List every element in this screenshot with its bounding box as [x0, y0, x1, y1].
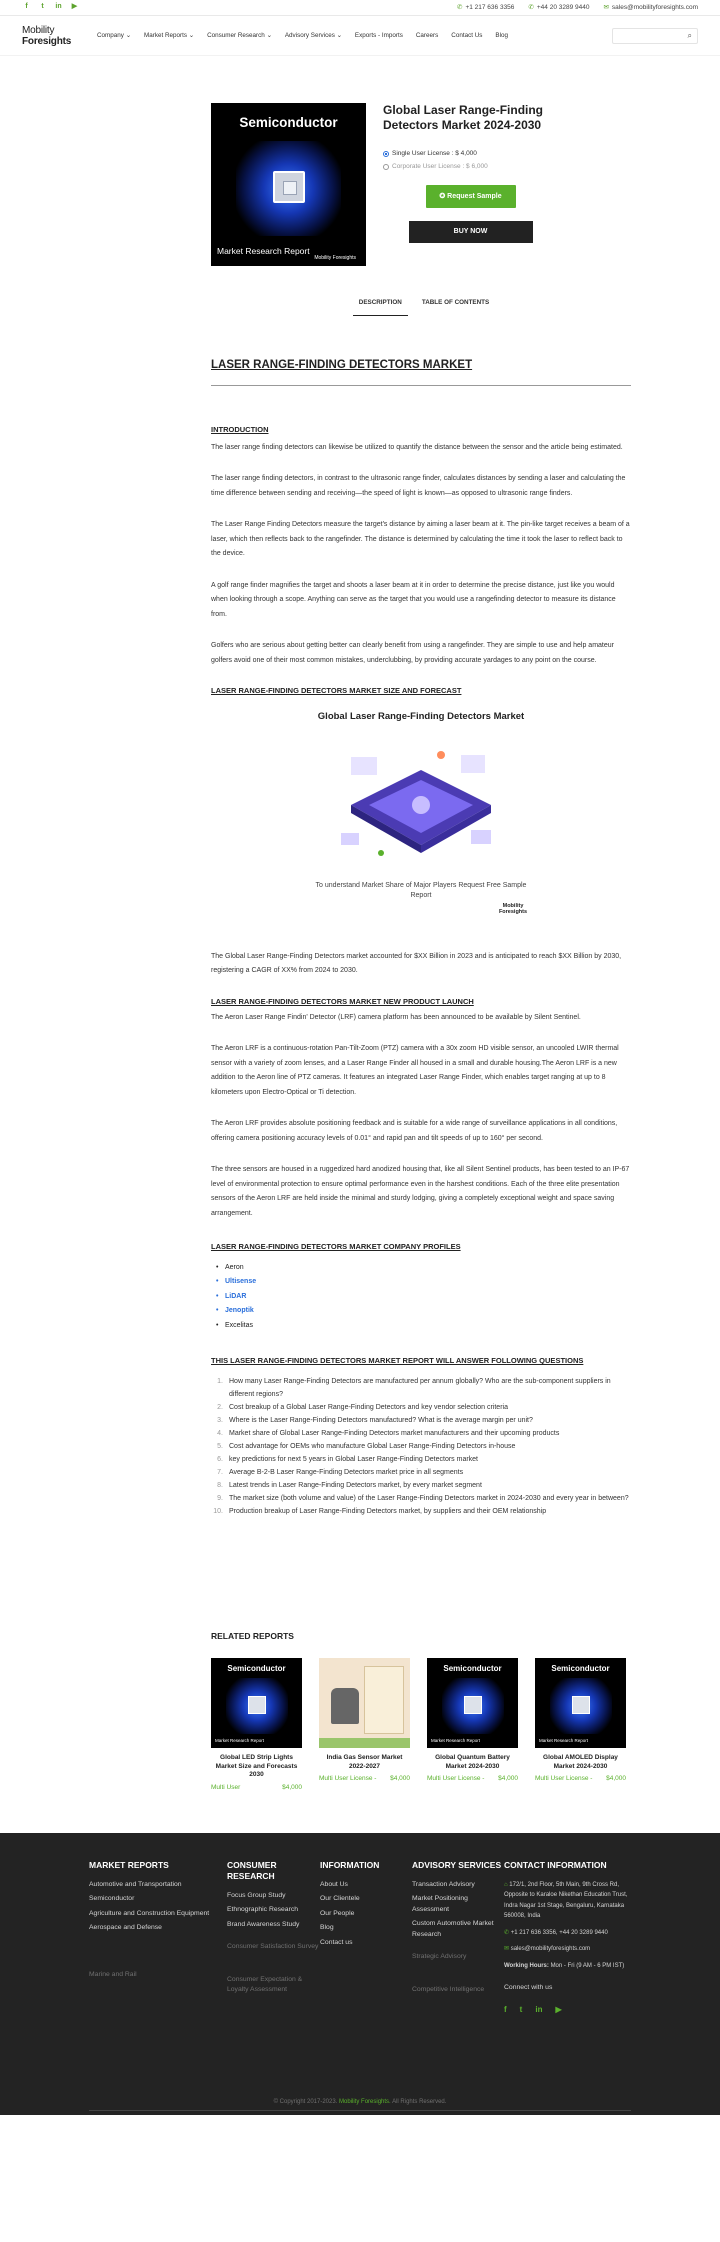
paragraph: The Aeron Laser Range Findin' Detector (LRF) camera platform has been announced to be available by Silent Sentinel. — [211, 1013, 581, 1021]
list-item: 7. Average B-2-B Laser Range-Finding Detectors market price in all segments — [217, 1469, 464, 1477]
company-list — [211, 1261, 631, 1334]
tab-table-of-contents[interactable]: TABLE OF CONTENTS — [421, 299, 490, 306]
footer-hours: Working Hours: Mon - Fri (9 AM - 6 PM IST) — [504, 1962, 625, 1969]
footer-link[interactable]: About Us — [320, 1880, 348, 1888]
license-options — [383, 147, 558, 173]
mail-icon: ✉ — [603, 3, 609, 11]
main-nav — [97, 31, 508, 40]
facebook-icon[interactable]: f — [25, 3, 28, 11]
chip-icon — [572, 1696, 590, 1714]
related-card[interactable]: Semiconductor Market Research Report Global AMOLED Display Market 2024-2030 Multi User License - $4,000 — [535, 1658, 626, 1793]
youtube-icon[interactable]: ▶ — [555, 2004, 562, 2014]
list-item: 6. key predictions for next 5 years in Global Laser Range-Finding Detectors market — [217, 1456, 479, 1464]
paragraph: The laser range finding detectors can likewise be utilized to quantify the distance between the sensor and the article being estimated. — [211, 443, 623, 451]
company-link[interactable]: • Jenoptik — [211, 1304, 631, 1319]
linkedin-icon[interactable]: in — [535, 2004, 543, 2014]
related-reports — [211, 1630, 631, 1792]
youtube-icon[interactable]: ▶ — [71, 3, 78, 11]
location-icon: ⌂ — [504, 1881, 510, 1888]
list-item: 8. Latest trends in Laser Range-Finding Detectors market, by every market segment — [217, 1482, 482, 1490]
content-tabs — [211, 298, 631, 316]
chevron-down-icon: ⌄ — [336, 31, 342, 39]
nav-contact-us[interactable]: Contact Us — [451, 31, 483, 39]
footer-link[interactable]: Brand Awareness Study — [227, 1920, 300, 1928]
buy-now-button[interactable]: BUY NOW — [409, 221, 533, 243]
list-item: 4. Market share of Global Laser Range-Finding Detectors market manufacturers and their upcoming products — [217, 1430, 560, 1438]
footer-market-reports: MARKET REPORTS Automotive and Transportation Semiconductor Agriculture and Construction Equipment Aerospace and Defense Marine and Rail — [89, 1860, 227, 2016]
paragraph: The Laser Range Finding Detectors measure the target's distance by aiming a laser beam at it. The pin-like target receives a beam of a laser, which then reflects back to the rangefinder. The distance is determined by calculating the time it took the laser to reflect back to the device. — [211, 521, 630, 558]
site-footer — [0, 1833, 720, 2115]
market-infographic[interactable]: Global Laser Range-Finding Detectors Market To understand Market Share of Major Players Request Free Sample Report Mobility Foresights — [306, 711, 536, 915]
chevron-down-icon: ⌄ — [125, 31, 131, 39]
related-card[interactable]: India Gas Sensor Market 2022-2027 Multi User License - $4,000 — [319, 1658, 410, 1793]
footer-link[interactable]: Aerospace and Defense — [89, 1924, 162, 1932]
related-cover[interactable] — [319, 1658, 410, 1748]
footer-email[interactable]: ✉ sales@mobilityforesights.com — [504, 1946, 591, 1953]
related-title[interactable]: Global Quantum Battery Market 2024-2030 — [435, 1754, 510, 1770]
nav-blog[interactable]: Blog — [495, 31, 509, 39]
nav-market-reports[interactable]: Market Reports ⌄ — [143, 31, 195, 39]
twitter-icon[interactable]: t — [41, 3, 44, 11]
related-card[interactable]: Semiconductor Market Research Report Global LED Strip Lights Market Size and Forecasts 2030 Multi User $4,000 — [211, 1658, 302, 1793]
footer-social — [504, 2004, 629, 2016]
related-card[interactable]: Semiconductor Market Research Report Global Quantum Battery Market 2024-2030 Multi User License - $4,000 — [427, 1658, 518, 1793]
nav-consumer-research[interactable]: Consumer Research ⌄ — [207, 31, 272, 39]
paragraph: A golf range finder magnifies the target and shoots a laser beam at it in order to determine the precise distance, just like you would when looking through a scope. Anything can serve as the target that you would use a rangefinding detector to measure its distance from. — [211, 581, 616, 618]
company-link[interactable]: • Ultisense — [211, 1275, 631, 1290]
intro-heading: INTRODUCTION — [211, 424, 269, 434]
footer-address: ⌂ 172/1, 2nd Floor, 5th Main, 9th Cross Rd, Opposite to Karaloe Nikethan Education Trust, Indra Nagar 1st Stage, Bengaluru, Karnataka 560008, India — [504, 1881, 628, 1920]
phone-icon: ✆ — [504, 1929, 511, 1936]
footer-link[interactable]: Consumer Expectation & Loyalty Assessment — [227, 1975, 303, 1994]
footer-link[interactable]: Transaction Advisory — [412, 1880, 475, 1888]
footer-link[interactable]: Semiconductor — [89, 1895, 135, 1903]
questions-list — [211, 1375, 631, 1518]
infographic-caption: To understand Market Share of Major Players Request Free Sample Report — [315, 881, 527, 899]
list-item: • Aeron — [211, 1261, 631, 1276]
list-item: 10. Production breakup of Laser Range-Finding Detectors market, by suppliers and their OEM relationship — [213, 1508, 547, 1516]
license-corporate[interactable]: Corporate User License : $ 6,000 — [383, 160, 558, 173]
copyright: © Copyright 2017-2023. Mobility Foresights. All Rights Reserved. — [273, 2098, 447, 2105]
paragraph: The Aeron LRF provides absolute positioning feedback and is suitable for a wide range of surveillance applications in all conditions, offering camera positioning accuracy levels of 0.01° and rapid pan and tilt speeds of up to 160° per second. — [211, 1120, 618, 1142]
footer-link[interactable]: Automotive and Transportation — [89, 1880, 182, 1888]
product-info — [383, 103, 558, 266]
chip-icon — [464, 1696, 482, 1714]
search-icon[interactable]: ⌕ — [687, 30, 692, 40]
connect-label: Connect with us — [504, 1984, 553, 1992]
footer-phone[interactable]: ✆ +1 217 636 3356, +44 20 3289 9440 — [504, 1929, 608, 1936]
radio-icon[interactable] — [383, 151, 389, 157]
footer-consumer-research: CONSUMER RESEARCH Focus Group Study Ethnographic Research Brand Awareness Study Consumer Satisfaction Survey Consumer Expectation & Loyalty Assessment — [227, 1860, 320, 2016]
top-bar — [0, 0, 720, 16]
footer-link[interactable]: Our Clientele — [320, 1895, 360, 1903]
list-item: 9. The market size (both volume and value) of the Laser Range-Finding Detectors market in 2024-2030 and every year in between? — [217, 1495, 629, 1503]
footer-link[interactable]: Blog — [320, 1924, 334, 1932]
footer-link[interactable]: Focus Group Study — [227, 1891, 286, 1899]
company-link[interactable]: • LiDAR — [211, 1290, 631, 1305]
site-header — [0, 16, 720, 56]
chip-icon — [248, 1696, 266, 1714]
footer-link[interactable]: Competitive Intelligence — [412, 1985, 485, 1993]
related-cover[interactable]: Semiconductor Market Research Report — [427, 1658, 518, 1748]
site-logo[interactable]: Mobility Foresights — [22, 24, 72, 47]
nav-company[interactable]: Company ⌄ — [97, 31, 131, 39]
radio-icon[interactable] — [383, 164, 389, 170]
list-item: 2. Cost breakup of a Global Laser Range-Finding Detectors and key vendor selection criteria — [217, 1404, 508, 1412]
chevron-down-icon: ⌄ — [188, 31, 195, 39]
related-title[interactable]: Global AMOLED Display Market 2024-2030 — [543, 1754, 618, 1770]
footer-information: INFORMATION About Us Our Clientele Our People Blog Contact us — [320, 1860, 412, 2016]
search-input[interactable] — [612, 28, 698, 44]
social-links — [22, 3, 79, 12]
related-heading: RELATED REPORTS — [211, 1631, 294, 1642]
twitter-icon[interactable]: t — [519, 2004, 523, 2014]
related-title[interactable]: Global LED Strip Lights Market Size and Forecasts 2030 — [215, 1754, 298, 1779]
email-link[interactable]: ✉ sales@mobilityforesights.com — [603, 3, 698, 11]
paragraph: The Global Laser Range-Finding Detectors market accounted for $XX Billion in 2023 and is anticipated to reach $XX Billion by 2030, registering a CAGR of XX% from 2024 to 2030. — [211, 952, 622, 975]
tab-description[interactable]: DESCRIPTION — [353, 298, 408, 316]
phone-link[interactable]: ✆ +1 217 636 3356 — [456, 3, 515, 11]
related-cover[interactable]: Semiconductor Market Research Report — [211, 1658, 302, 1748]
paragraph: The three sensors are housed in a ruggedized hard anodized housing that, like all Silent Sentinel products, has been tested to an IP-67 level of environmental protection to ensure optimal performance even in the harshest conditions. Each of the three elite presentation sensors of the Aeron LRF are held inside the minimal and sturdy lodging, giving a completely exceptional weight and space saving arrangement. — [211, 1166, 630, 1217]
cover-brand: Mobility Foresights — [314, 255, 356, 261]
report-cover-image: Semiconductor Market Research Report Mobility Foresights — [211, 103, 366, 266]
sensor-icon — [331, 1688, 359, 1724]
profiles-heading: LASER RANGE-FINDING DETECTORS MARKET COMPANY PROFILES — [211, 1242, 461, 1252]
list-item: 1. How many Laser Range-Finding Detectors are manufactured per annum globally? Who are the sub-component suppliers in different regions? — [217, 1378, 611, 1399]
paragraph: The laser range finding detectors, in contrast to the ultrasonic range finder, calculates distances by sending a laser and calculating the time difference between sending and receiving—the speed of light is known—as opposed to ultrasonic range finders. — [211, 475, 626, 497]
copyright-brand-link[interactable]: Mobility Foresights. — [339, 2098, 391, 2105]
phone-icon: ✆ — [456, 3, 463, 11]
product-title: Global Laser Range-Finding Detectors Market 2024-2030 — [383, 103, 544, 132]
linkedin-icon[interactable]: in — [55, 3, 62, 11]
phone-icon: ✆ — [528, 3, 534, 11]
footer-link[interactable]: Contact us — [320, 1938, 353, 1946]
list-item: • Excelitas — [211, 1319, 631, 1334]
infographic-brand: Mobility Foresights — [498, 902, 528, 915]
footer-link[interactable]: Consumer Satisfaction Survey — [227, 1943, 319, 1951]
license-single[interactable]: Single User License : $ 4,000 — [383, 147, 558, 160]
size-heading: LASER RANGE-FINDING DETECTORS MARKET SIZE AND FORECAST — [211, 686, 462, 696]
mail-icon: ✉ — [504, 1946, 511, 1953]
facebook-icon[interactable]: f — [504, 2004, 507, 2014]
paragraph: Golfers who are serious about getting better can clearly benefit from using a rangefinder. They are simple to use and help amateur golfers avoid one of their most common mistakes, underclubbing, by providing accurate yardages to any point on the course. — [211, 642, 614, 664]
related-cover[interactable]: Semiconductor Market Research Report — [535, 1658, 626, 1748]
footer-advisory: ADVISORY SERVICES Transaction Advisory Market Positioning Assessment Custom Automotive Market Research Strategic Advisory Competitive Intelligence — [412, 1860, 504, 2016]
request-sample-button[interactable]: ✪ Request Sample — [426, 185, 516, 208]
footer-contact: CONTACT INFORMATION ⌂ 172/1, 2nd Floor, 5th Main, 9th Cross Rd, Opposite to Karaloe Nikethan Education Trust, Indra Nagar 1st Stage, Bengaluru, Karnataka 560008, India ✆ +1 217 636 3356, +44 20 3289 9440 ✉ sales@mobilityforesights.com Working Hours: Mon - Fri (9 AM - 6 PM IST) Connect with us f t in ▶ — [504, 1859, 628, 2014]
chevron-down-icon: ⌄ — [266, 31, 272, 39]
questions-heading: THIS LASER RANGE-FINDING DETECTORS MARKET REPORT WILL ANSWER FOLLOWING QUESTIONS — [211, 1356, 584, 1366]
related-title[interactable]: India Gas Sensor Market 2022-2027 — [326, 1754, 403, 1770]
nav-advisory-services[interactable]: Advisory Services ⌄ — [284, 31, 342, 39]
footer-link[interactable]: Market Positioning Assessment — [412, 1895, 468, 1913]
launch-heading: LASER RANGE-FINDING DETECTORS MARKET NEW PRODUCT LAUNCH — [211, 996, 474, 1006]
nav-exports-imports[interactable]: Exports - Imports — [354, 31, 403, 39]
footer-link[interactable]: Strategic Advisory — [412, 1953, 467, 1961]
nav-careers[interactable]: Careers — [415, 31, 439, 39]
product-section — [211, 103, 631, 266]
phone2-link[interactable]: ✆ +44 20 3289 9440 — [528, 3, 590, 11]
footer-link[interactable]: Marine and Rail — [89, 1970, 137, 1978]
list-item: 3. Where is the Laser Range-Finding Detectors manufactured? What is the average margin per unit? — [217, 1417, 533, 1425]
infographic-illustration — [321, 735, 521, 875]
footer-link[interactable]: Custom Automotive Market Research — [412, 1920, 494, 1938]
footer-link[interactable]: Agriculture and Construction Equipment — [89, 1909, 210, 1917]
paragraph: The Aeron LRF is a continuous-rotation Pan-Tilt-Zoom (PTZ) camera with a 30x zoom HD visible sensor, an uncooled LWIR thermal sensor with a variety of zoom lenses, and a Laser Range Finder all housed in a small and durable housing.The Aeron LRF is a new addition to the Aeron line of PTZ cameras. It features an integrated Laser Range Finder, which enables target ranging at up to 8 kilometers upon Electro-Optical or Ti detection. — [211, 1045, 619, 1096]
page-title: LASER RANGE-FINDING DETECTORS MARKET — [211, 357, 631, 385]
list-item: 5. Cost advantage for OEMs who manufacture Global Laser Range-Finding Detectors in-house — [217, 1443, 516, 1451]
chip-icon — [273, 171, 305, 203]
footer-link[interactable]: Ethnographic Research — [227, 1906, 299, 1914]
main-content — [211, 103, 631, 1793]
footer-link[interactable]: Our People — [320, 1909, 355, 1917]
